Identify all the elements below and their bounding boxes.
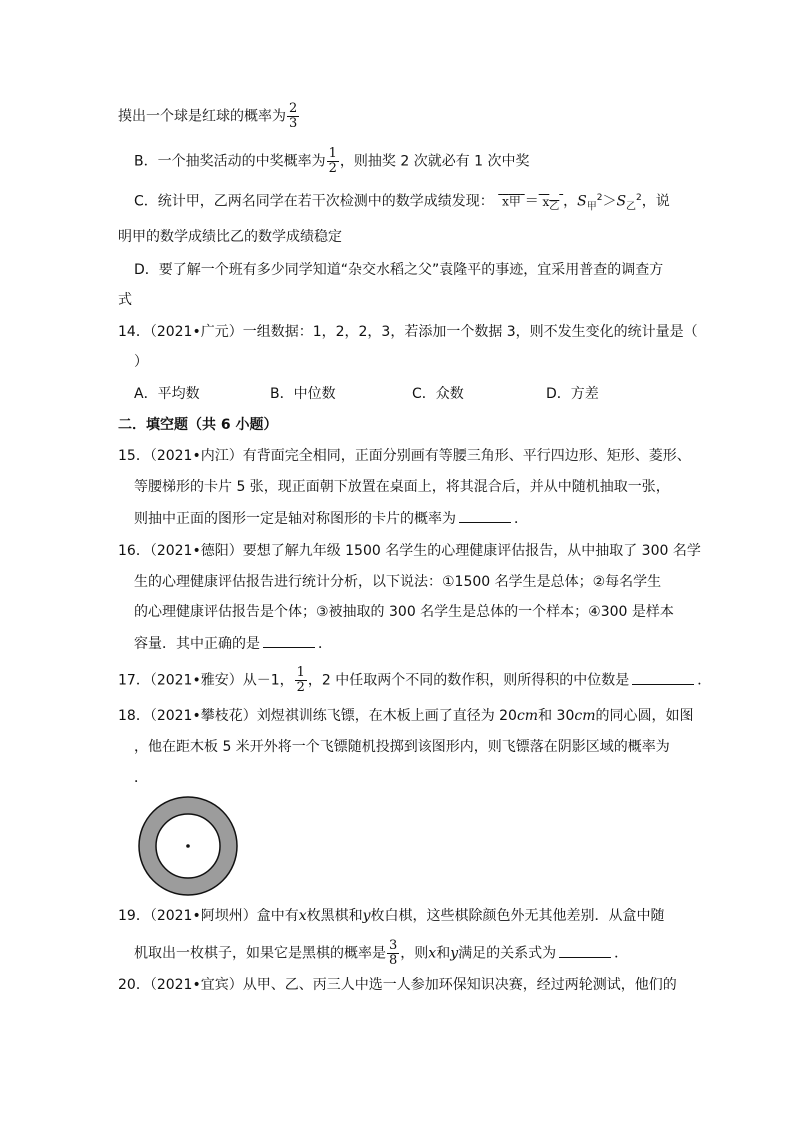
q13-line1: 摸出一个球是红球的概率为 $\frac{2}{3}$ — [118, 101, 298, 131]
q18-line3: ． — [134, 770, 148, 786]
center-point — [186, 844, 190, 848]
q13-option-c: C．统计甲，乙两名同学在若干次检测中的数学成绩发现： x甲 ＝ $x_乙$ ，$S_甲^2>S_乙^2$，说 — [134, 193, 670, 213]
mean-x-yi: $x_乙$ — [542, 194, 560, 213]
fraction: $\frac{2}{3}$ — [289, 101, 298, 131]
q18-line2: ，他在距木板 5 米开外将一个飞镖随机投掷到该图形内，则飞镖落在阴影区域的概率为 — [134, 739, 670, 755]
q14-option-b: B．中位数 — [270, 386, 336, 402]
q14-stem-line2: ） — [134, 354, 148, 370]
answer-blank — [632, 670, 694, 685]
q14-option-a: A．平均数 — [134, 386, 200, 402]
q13-option-d-line2: 式 — [118, 292, 132, 308]
mean-x-jia: x甲 — [502, 194, 521, 209]
answer-blank — [459, 508, 511, 523]
q13-option-b: B．一个抽奖活动的中奖概率为 $\frac{1}{2}$ ，则抽奖 2 次就必有 1 次中奖 — [134, 146, 530, 176]
q16-line4: 容量．其中正确的是 ． — [134, 633, 332, 654]
answer-blank — [559, 943, 611, 958]
q14-stem: 14．（2021•广元）一组数据：1，2，2，3，若添加一个数据 3，则不发生变化的统计量是（ — [118, 324, 698, 340]
q14-option-d: D．方差 — [546, 386, 599, 402]
q20-line1: 20．（2021•宜宾）从甲、乙、丙三人中选一人参加环保知识决赛，经过两轮测试，他们的 — [118, 977, 677, 993]
q13-option-c-line2: 明甲的数学成绩比乙的数学成绩稳定 — [118, 229, 342, 245]
fraction: $\frac{3}{8}$ — [389, 938, 398, 968]
q19-line1: 19．（2021•阿坝州）盒中有x枚黑棋和y枚白棋，这些棋除颜色外无其他差别．从盒中随 — [118, 908, 665, 924]
q15-line1: 15．（2021•内江）有背面完全相同，正面分别画有等腰三角形、平行四边形、矩形、菱形、 — [118, 448, 691, 464]
q13-option-d: D．要了解一个班有多少同学知道“杂交水稻之父”袁隆平的事迹，宜采用普查的调查方 — [134, 262, 664, 278]
q16-line3: 的心理健康评估报告是个体；③被抽取的 300 名学生是总体的一个样本；④300 是样本 — [134, 604, 674, 620]
q16-line2: 生的心理健康评估报告进行统计分析，以下说法：①1500 名学生是总体；②每名学生 — [134, 574, 662, 590]
q19-line2: 机取出一枚棋子，如果它是黑棋的概率是 $\frac{3}{8}$ ，则x和y满足的关系式为 ． — [134, 938, 629, 968]
concentric-circles-figure — [136, 794, 240, 898]
fraction: $\frac{1}{2}$ — [328, 146, 337, 176]
q14-option-c: C．众数 — [412, 386, 464, 402]
q15-line2: 等腰梯形的卡片 5 张，现正面朝下放置在桌面上，将其混合后，并从中随机抽取一张， — [134, 479, 670, 495]
q18-line1: 18．（2021•攀枝花）刘煜祺训练飞镖，在木板上画了直径为 20cm和 30cm的同心圆，如图 — [118, 708, 694, 724]
answer-blank — [263, 633, 315, 648]
q17: 17．（2021•雅安）从－1， $\frac{1}{2}$ ，2 中任取两个不同的数作积，则所得积的中位数是 ． — [118, 665, 712, 695]
fraction: $\frac{1}{2}$ — [296, 665, 305, 695]
q16-line1: 16．（2021•德阳）要想了解九年级 1500 名学生的心理健康评估报告，从中抽取了 300 名学 — [118, 543, 701, 559]
q15-line3: 则抽中正面的图形一定是轴对称图形的卡片的概率为 ． — [134, 508, 528, 529]
section-title: 二．填空题（共 6 小题） — [118, 417, 278, 433]
